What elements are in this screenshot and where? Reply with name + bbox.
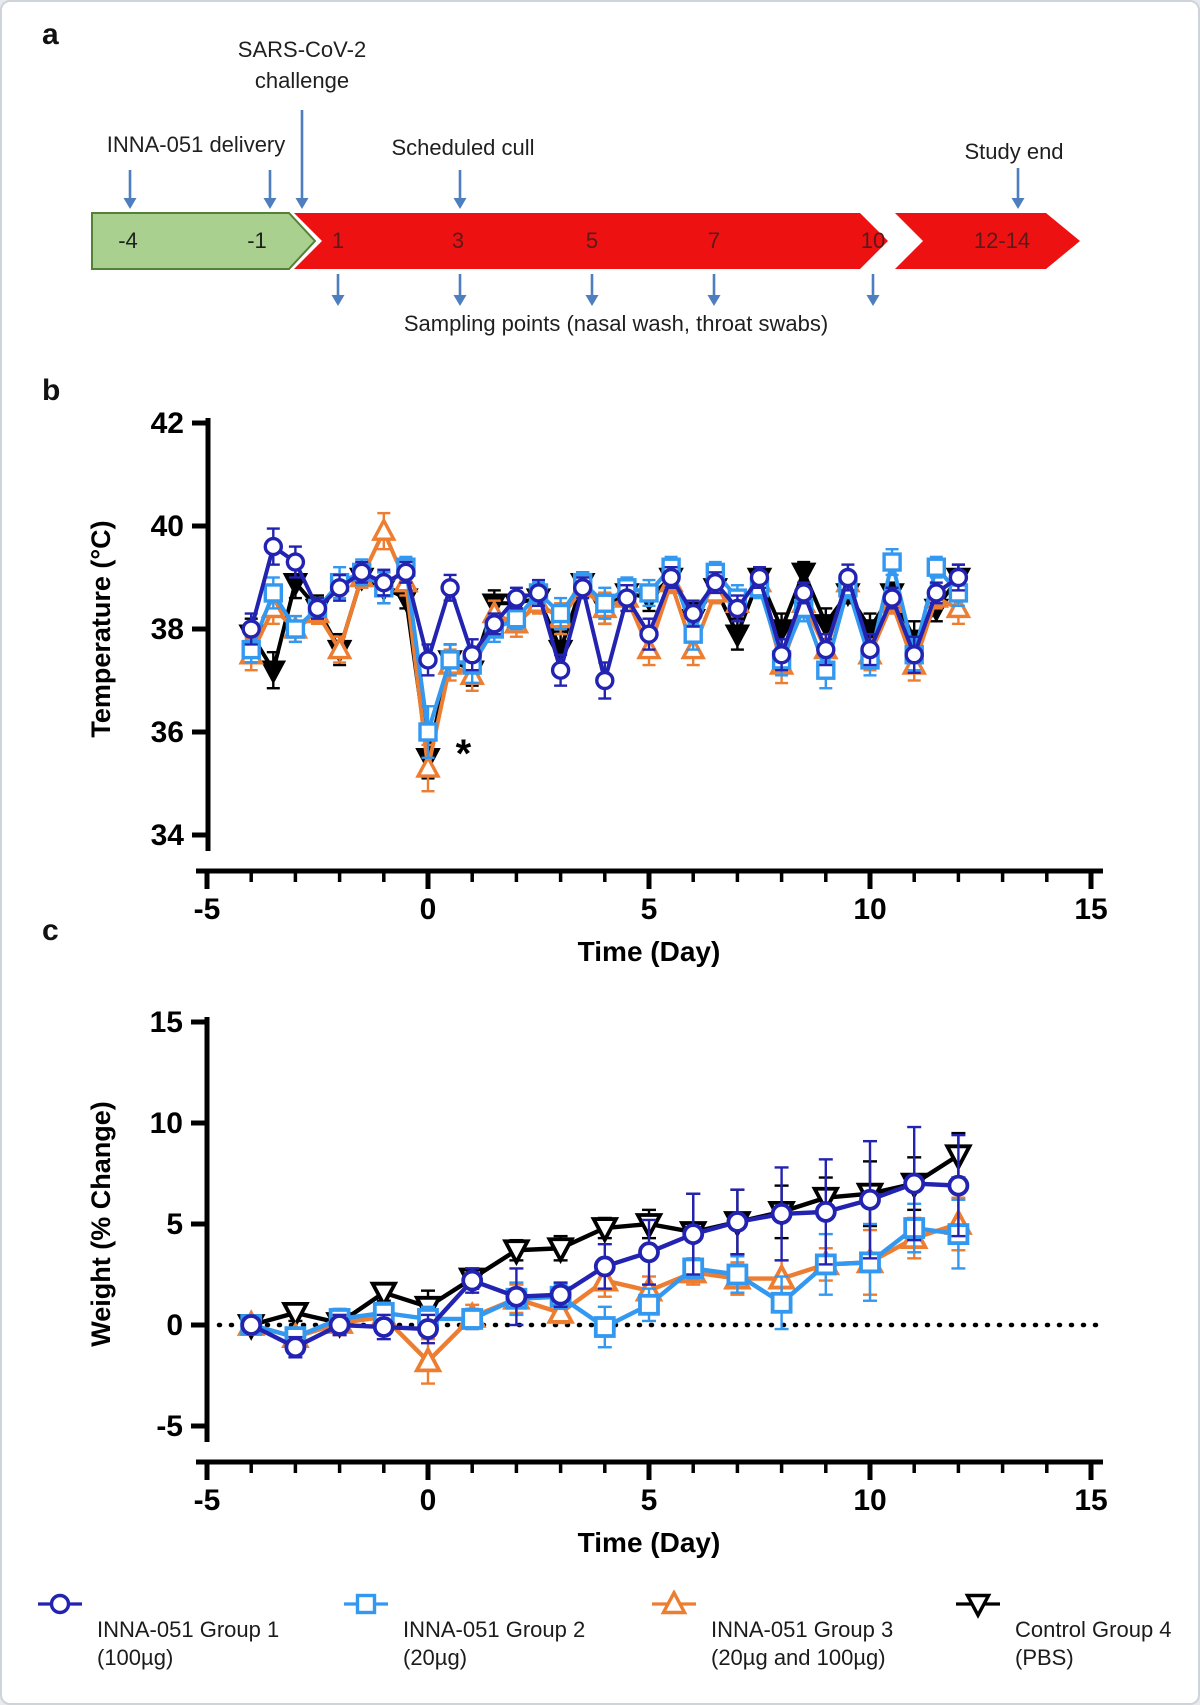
timeline-day-label: 10 (860, 228, 886, 253)
study-end-annotation: Study end (964, 139, 1064, 164)
timeline-day-label: -1 (247, 228, 267, 253)
legend-group3-line1: INNA-051 Group 3 (711, 1617, 894, 1642)
weight-chart (86, 1006, 1108, 1558)
svg-text:0: 0 (166, 1309, 183, 1342)
timeline-day-label: 7 (707, 228, 721, 253)
svg-text:15: 15 (1074, 893, 1108, 926)
svg-text:-5: -5 (193, 893, 221, 926)
svg-text:Temperature (°C): Temperature (°C) (86, 520, 116, 738)
svg-text:15: 15 (149, 1006, 183, 1039)
svg-text:Time (Day): Time (Day) (577, 1527, 721, 1558)
svg-text:*: * (455, 732, 472, 777)
legend-item-group1 (97, 1616, 279, 1672)
svg-text:34: 34 (150, 819, 184, 852)
svg-text:5: 5 (166, 1208, 183, 1241)
legend-item-group4 (1015, 1616, 1172, 1672)
legend-group2-line2: (20µg) (403, 1645, 468, 1670)
challenge-line1: SARS-CoV-2 (237, 37, 367, 62)
svg-text:0: 0 (419, 1484, 437, 1517)
legend-item-group3 (711, 1616, 893, 1672)
timeline-day-label: 1 (331, 228, 345, 253)
legend-marker-group2 (338, 1590, 398, 1620)
delivery-annotation: INNA-051 delivery (106, 132, 286, 157)
challenge-annotation (238, 34, 366, 96)
figure-canvas (2, 2, 1200, 1705)
svg-text:42: 42 (150, 407, 184, 440)
svg-text:15: 15 (1074, 1484, 1108, 1517)
timeline-day-label: -4 (118, 228, 138, 253)
legend-marker-group4 (950, 1590, 1010, 1620)
svg-text:0: 0 (419, 893, 437, 926)
panel-b-label: b (42, 374, 61, 407)
legend-item-group2 (403, 1616, 585, 1672)
svg-text:Weight (% Change): Weight (% Change) (86, 1101, 116, 1347)
series-inna-051-group-3-20-g-and-100-g- (241, 513, 968, 791)
legend-group4-line2: (PBS) (1015, 1645, 1074, 1670)
legend-group3-line2: (20µg and 100µg) (711, 1645, 886, 1670)
timeline-day-label: 12-14 (973, 228, 1031, 253)
sampling-annotation: Sampling points (nasal wash, throat swabs) (403, 311, 829, 336)
svg-text:36: 36 (150, 716, 184, 749)
legend-group4-line1: Control Group 4 (1015, 1617, 1172, 1642)
svg-text:38: 38 (150, 613, 184, 646)
svg-text:-5: -5 (193, 1484, 221, 1517)
legend-marker-group3 (646, 1590, 706, 1620)
svg-text:-5: -5 (156, 1410, 183, 1443)
svg-text:10: 10 (149, 1107, 183, 1140)
timeline-day-label: 3 (451, 228, 465, 253)
temperature-chart (86, 407, 1108, 967)
legend-group2-line1: INNA-051 Group 2 (403, 1617, 586, 1642)
svg-text:5: 5 (640, 1484, 658, 1517)
timeline-day-label: 5 (585, 228, 599, 253)
legend-group1-line2: (100µg) (97, 1645, 174, 1670)
svg-text:10: 10 (853, 1484, 887, 1517)
cull-annotation: Scheduled cull (391, 135, 535, 160)
svg-text:40: 40 (150, 510, 184, 543)
panel-a-label: a (42, 18, 59, 51)
challenge-line2: challenge (254, 68, 350, 93)
svg-text:Time (Day): Time (Day) (577, 936, 721, 967)
panel-c-label: c (42, 914, 59, 947)
svg-text:5: 5 (640, 893, 658, 926)
legend-group1-line1: INNA-051 Group 1 (97, 1617, 280, 1642)
legend-marker-group1 (32, 1590, 92, 1620)
svg-text:10: 10 (853, 893, 887, 926)
